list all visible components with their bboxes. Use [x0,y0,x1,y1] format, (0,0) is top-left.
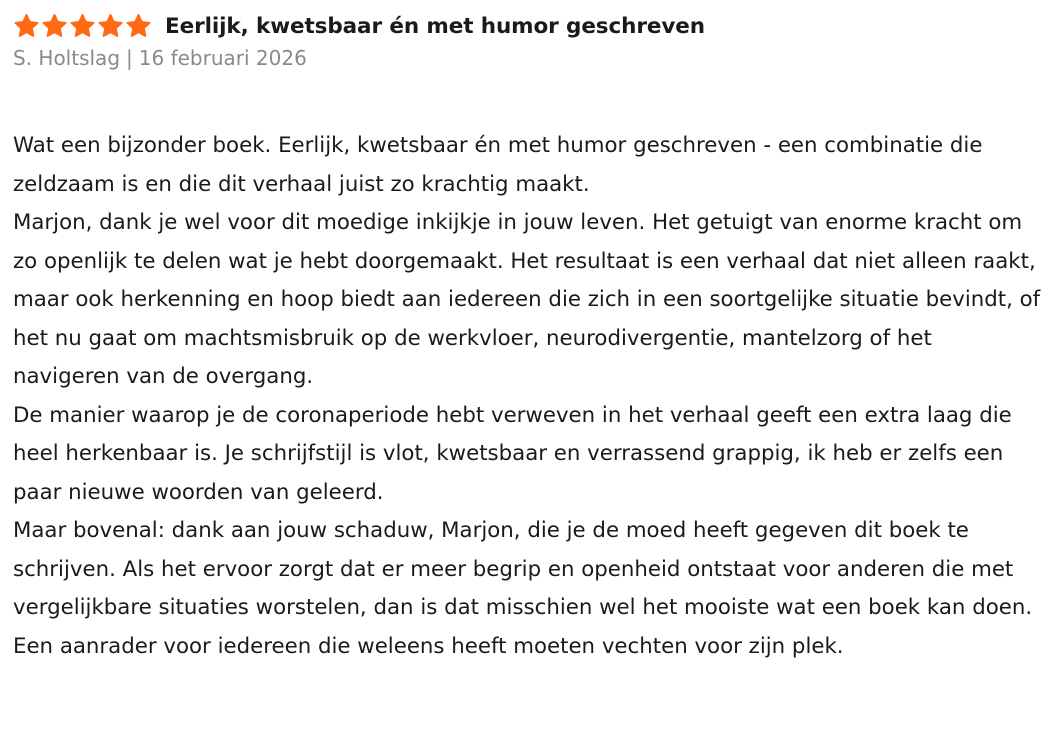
star-icon [97,13,124,39]
review-paragraph: Maar bovenal: dank aan jouw schaduw, Marjon, die je de moed heeft gegeven dit boek te schrijven. Als het ervoor zorgt dat er meer begrip en openheid ontstaat voor anderen die met vergelijkbare situaties worstelen, dan is dat misschien wel het mooiste wat een boek kan doen. [13,518,1033,620]
meta-separator: | [126,46,133,70]
review-paragraph: Wat een bijzonder boek. Eerlijk, kwetsbaar én met humor geschreven - een combinatie die zeldzaam is en die dit verhaal juist zo krachtig maakt. [13,133,983,197]
star-icon [41,13,68,39]
review-paragraph: Een aanrader voor iedereen die weleens heeft moeten vechten voor zijn plek. [13,633,844,659]
star-icon [69,13,96,39]
review-paragraph: De manier waarop je de coronaperiode hebt verweven in het verhaal geeft een extra laag die heel herkenbaar is. Je schrijfstijl is vlot, kwetsbaar en verrassend grappig, ik heb er zelfs een paar nieuwe woorden van geleerd. [13,402,1012,505]
review-title: Eerlijk, kwetsbaar én met humor geschreven [165,13,705,39]
star-rating [13,13,152,39]
star-icon [13,13,40,39]
review-author: S. Holtslag [13,46,121,70]
star-icon [125,13,152,39]
review-paragraph: Marjon, dank je wel voor dit moedige inkijkje in jouw leven. Het getuigt van enorme kracht om zo openlijk te delen wat je hebt doorgemaakt. Het resultaat is een verhaal dat niet alleen raakt, maar ook herkenning en hoop biedt aan iedereen die zich in een soortgelijke situatie bevindt, of het nu gaat om machtsmisbruik op de werkvloer, neurodivergentie, mantelzorg of het navigeren van de overgang. [13,210,1041,389]
review-date: 16 februari 2026 [138,46,307,70]
review-body [13,127,1043,666]
review-header [13,10,1038,42]
review-meta [13,46,1038,70]
